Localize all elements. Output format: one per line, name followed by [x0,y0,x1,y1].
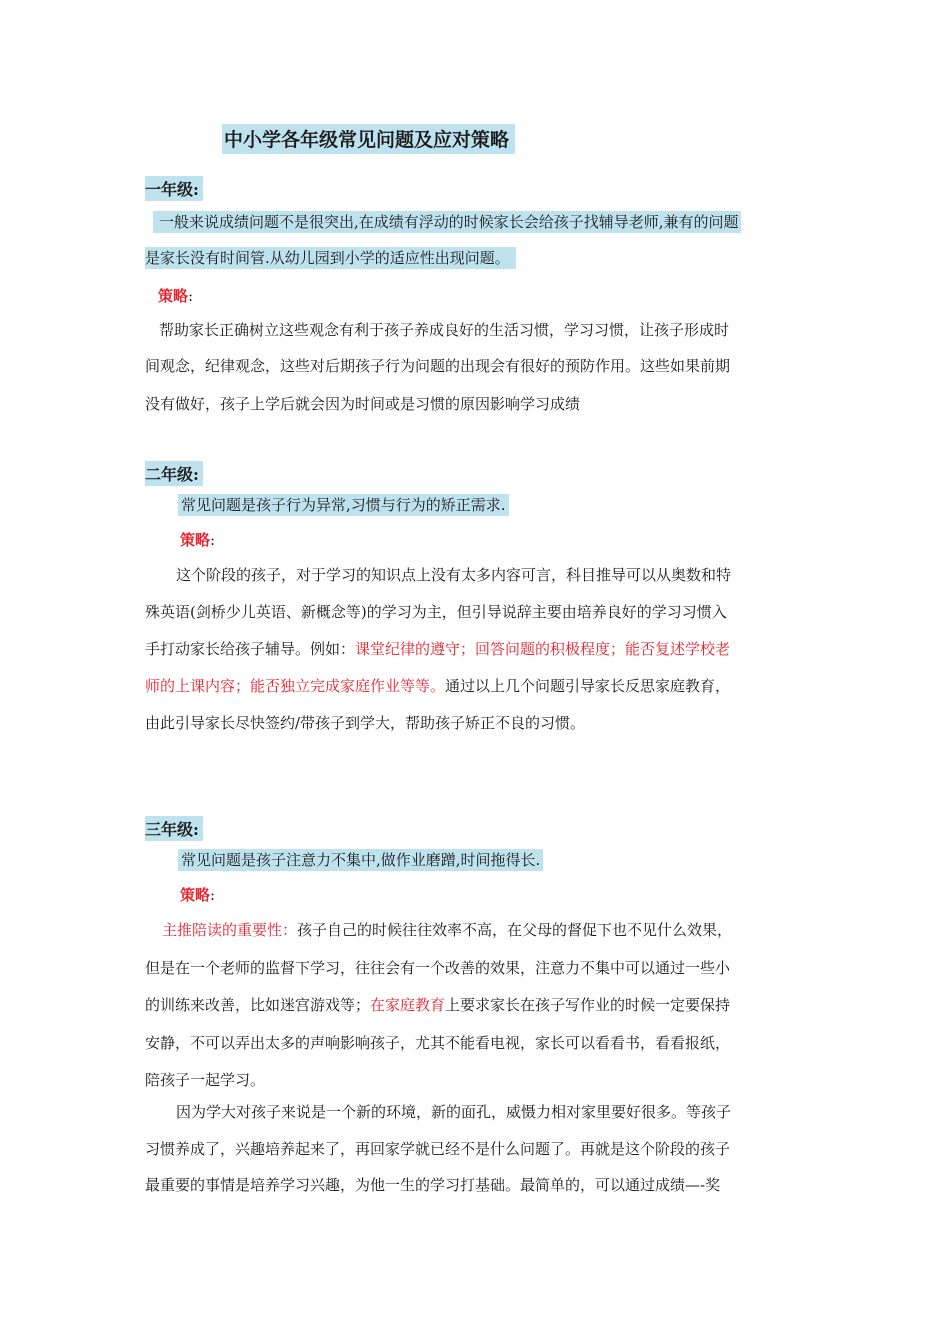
grade2-line-4: 师的上课内容；能否独立完成家庭作业等等。通过以上几个问题引导家长反思家庭教育， [145,677,731,695]
grade3-p1-line-3: 的训练来改善，比如迷宫游戏等；在家庭教育上要求家长在孩子写作业的时候一定要保持 [145,996,731,1014]
grade3-p2-line-2: 习惯养成了，兴趣培养起来了，再回家学就已经不是什么问题了。再就是这个阶段的孩子 [145,1140,731,1158]
grade1-strategy-label: 策略: [158,287,194,305]
page-title: 中小学各年级常见问题及应对策略 [222,124,515,154]
grade2-line-1: 这个阶段的孩子，对于学习的知识点上没有太多内容可言，科目推导可以从奥数和特 [176,566,732,584]
grade3-p1-line-1: 主推陪读的重要性：孩子自己的时候往往效率不高，在父母的督促下也不见什么效果， [162,921,733,939]
grade1-problem-line-1: 一般来说成绩问题不是很突出,在成绩有浮动的时候家长会给孩子找辅导老师,兼有的问题 [153,212,741,232]
grade1-strategy-line-2: 间观念，纪律观念，这些对后期孩子行为问题的出现会有很好的预防作用。这些如果前期 [145,357,731,375]
grade2-heading: 二年级: [145,461,203,486]
grade3-strategy-label: 策略: [180,886,216,904]
grade3-p2-line-3: 最重要的事情是培养学习兴趣，为他一生的学习打基础。最简单的，可以通过成绩—-奖 [145,1176,721,1194]
grade3-p1-line-4: 安静，不可以弄出太多的声响影响孩子，尤其不能看电视，家长可以看看书，看看报纸， [145,1034,731,1052]
grade2-line-2: 殊英语(剑桥少儿英语、新概念等)的学习为主，但引导说辞主要由培养良好的学习习惯入 [145,603,727,621]
grade1-strategy-line-1: 帮助家长正确树立这些观念有利于孩子养成良好的生活习惯，学习习惯，让孩子形成时 [159,321,730,339]
grade2-strategy-label: 策略: [180,531,216,549]
grade3-p2-line-1: 因为学大对孩子来说是一个新的环境，新的面孔，威慑力相对家里要好很多。等孩子 [176,1103,732,1121]
grade3-p1-line-2: 但是在一个老师的监督下学习，往往会有一个改善的效果，注意力不集中可以通过一些小 [145,959,731,977]
grade1-strategy-line-3: 没有做好，孩子上学后就会因为时间或是习惯的原因影响学习成绩 [145,395,581,413]
grade2-problem: 常见问题是孩子行为异常,习惯与行为的矫正需求. [178,495,509,515]
grade2-line-3: 手打动家长给孩子辅导。例如：课堂纪律的遵守；回答问题的积极程度；能否复述学校老 [145,640,731,658]
grade1-heading: 一年级: [145,176,203,201]
grade3-heading: 三年级: [145,816,203,841]
grade3-p1-line-5: 陪孩子一起学习。 [145,1071,266,1089]
grade1-problem-line-2: 是家长没有时间管.从幼儿园到小学的适应性出现问题。 [145,248,516,268]
grade2-line-5: 由此引导家长尽快签约/带孩子到学大，帮助孩子矫正不良的习惯。 [145,714,586,732]
grade3-problem: 常见问题是孩子注意力不集中,做作业磨蹭,时间拖得长. [178,850,543,870]
